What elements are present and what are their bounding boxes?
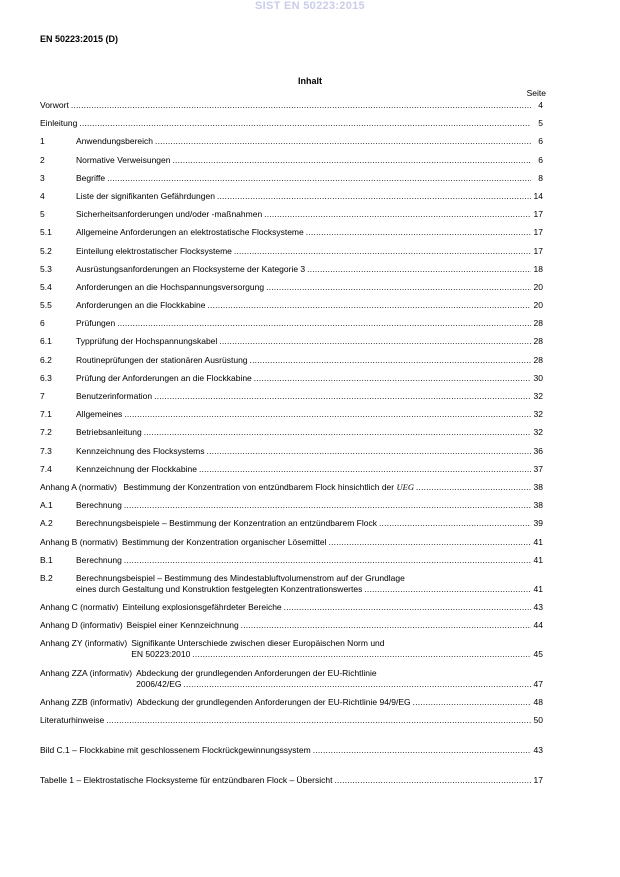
toc-entry-title: Typprüfung der Hochspannungskabel — [76, 336, 218, 347]
toc-entry-page: 17 — [533, 227, 543, 238]
toc-entry-page: 45 — [533, 649, 543, 660]
toc-entry-title: Kennzeichnung des Flocksystems — [76, 445, 205, 456]
toc-entry-title: Abdeckung der grundlegenden Anforderungen der EU-Richtlinie 94/9/EG — [136, 696, 411, 707]
toc-entry[interactable] — [40, 282, 543, 293]
toc-entry-title: Routineprüfungen der stationären Ausrüstung — [76, 354, 248, 365]
toc-entry-title: Bild C.1 – Flockkabine mit geschlossenem Flockrückgewinnungssystem — [40, 745, 311, 756]
toc-entry-page: 17 — [533, 245, 543, 256]
toc-entry-title: Sicherheitsanforderungen und/oder -maßnahmen — [76, 209, 263, 220]
toc-annex-label: Anhang A (normativ) — [40, 481, 118, 492]
toc-entry-page: 20 — [533, 281, 543, 292]
toc-entry-number: 7.2 — [40, 427, 52, 438]
toc-entry-title: Berechnungsbeispiele – Bestimmung der Konzentration an entzündbarem Flock — [76, 518, 377, 529]
toc-entry-title: Ausrüstungsanforderungen an Flocksysteme der Kategorie 3 — [76, 263, 306, 274]
toc-entry-number: B.2 — [40, 572, 53, 583]
toc-annex-c[interactable] — [40, 602, 543, 613]
toc-entry[interactable] — [40, 136, 543, 147]
toc-entry-title: Prüfungen — [76, 318, 116, 329]
toc-entry-page: 47 — [533, 678, 543, 689]
toc-entry-page: 18 — [533, 263, 543, 274]
toc-entry[interactable] — [40, 555, 543, 566]
toc-entry-number: B.1 — [40, 554, 53, 565]
toc-annex-label: Anhang ZZB (informativ) — [40, 696, 133, 707]
toc-entry-title: Einteilung elektrostatischer Flocksysteme — [76, 245, 232, 256]
toc-entry-title-cont: 2006/42/EG — [136, 678, 182, 689]
toc-entry-page: 5 — [538, 118, 543, 129]
toc-entry-title: Anwendungsbereich — [76, 136, 154, 147]
toc-entry-page: 41 — [533, 536, 543, 547]
toc-entry-title: Kennzeichnung der Flockkabine — [76, 463, 197, 474]
toc-entry-number: 7 — [40, 391, 45, 401]
table-of-contents — [40, 100, 543, 794]
toc-entry-page: 14 — [533, 190, 543, 201]
toc-annex-label: Anhang D (informativ) — [40, 620, 123, 631]
toc-entry-title: Betriebsanleitung — [76, 427, 142, 438]
toc-figure-entry[interactable] — [40, 745, 543, 756]
toc-entry[interactable] — [40, 427, 543, 438]
toc-entry-page: 36 — [533, 445, 543, 456]
toc-entry-number: 5 — [40, 209, 45, 220]
toc-entry[interactable] — [40, 209, 543, 220]
toc-entry-number: 6.2 — [40, 354, 52, 365]
toc-entry[interactable] — [40, 173, 543, 184]
toc-entry-title: Abdeckung der grundlegenden Anforderungen der EU-Richtlinie — [136, 667, 377, 678]
toc-entry-title: Vorwort — [40, 100, 69, 110]
toc-entry[interactable] — [40, 155, 543, 166]
toc-annex-label: Anhang B (normativ) — [40, 536, 118, 547]
toc-entry-title: Einteilung explosionsgefährdeter Bereiche — [122, 602, 282, 613]
toc-entry[interactable] — [40, 446, 543, 457]
toc-entry-number: A.1 — [40, 500, 53, 511]
toc-entry[interactable] — [40, 227, 543, 238]
toc-entry-number: 5.3 — [40, 263, 52, 274]
toc-entry-title-cont: eines durch Gestaltung und Konstruktion festgelegten Konzentrationswertes — [76, 583, 363, 594]
toc-entry-number: 3 — [40, 172, 45, 183]
toc-entry[interactable] — [40, 246, 543, 257]
toc-entry[interactable] — [40, 336, 543, 347]
toc-entry-page: 32 — [533, 391, 543, 401]
toc-entry-title: Anforderungen an die Flockkabine — [76, 300, 206, 311]
document-id: EN 50223:2015 (D) — [40, 34, 119, 44]
toc-entry-page: 43 — [533, 745, 543, 756]
toc-annex-label: Anhang ZY (informativ) — [40, 638, 128, 649]
toc-entry-title: Liste der signifikanten Gefährdungen — [76, 190, 215, 201]
toc-entry-page: 43 — [533, 602, 543, 613]
toc-entry-italic: UEG — [396, 481, 414, 492]
toc-entry-title: Literaturhinweise — [40, 715, 105, 725]
toc-entry-number: 7.4 — [40, 463, 52, 474]
toc-annex-zza[interactable] — [40, 668, 543, 690]
toc-annex-zy[interactable] — [40, 638, 543, 660]
toc-entry-number: 6.1 — [40, 336, 52, 347]
toc-entry-page: 32 — [533, 409, 543, 420]
toc-entry[interactable] — [40, 518, 543, 529]
toc-annex-label: Anhang C (normativ) — [40, 602, 119, 613]
toc-entry-number: 7.1 — [40, 409, 52, 420]
toc-entry-number: 7.3 — [40, 445, 52, 456]
toc-entry-page: 44 — [533, 620, 543, 631]
toc-entry-number: 5.4 — [40, 281, 52, 292]
toc-entry-page: 17 — [533, 775, 543, 786]
toc-entry-einleitung[interactable] — [40, 118, 543, 129]
toc-entry-page: 38 — [533, 500, 543, 511]
toc-entry-page: 41 — [533, 554, 543, 565]
toc-entry-title-cont: EN 50223:2010 — [131, 649, 191, 660]
toc-entry[interactable] — [40, 500, 543, 511]
toc-annex-zzb[interactable] — [40, 697, 543, 708]
toc-entry[interactable] — [40, 264, 543, 275]
toc-entry-number: 6.3 — [40, 372, 52, 383]
toc-entry-page: 39 — [533, 518, 543, 529]
toc-entry-title: Signifikante Unterschiede zwischen dieser Europäischen Norm und — [131, 638, 385, 649]
toc-entry-title: Tabelle 1 – Elektrostatische Flocksysteme für entzündbaren Flock – Übersicht — [40, 775, 333, 786]
toc-entry[interactable] — [40, 464, 543, 475]
toc-entry[interactable] — [40, 355, 543, 366]
toc-entry-page: 30 — [533, 372, 543, 383]
toc-entry-page: 20 — [533, 300, 543, 311]
toc-entry-title: Allgemeines — [76, 409, 123, 420]
toc-entry-title: Beispiel einer Kennzeichnung — [126, 620, 239, 631]
toc-entry-title: Berechnung — [76, 554, 122, 565]
toc-entry-page: 50 — [533, 715, 543, 725]
toc-entry-title: Einleitung — [40, 118, 78, 129]
toc-entry-page: 6 — [538, 136, 543, 147]
toc-entry-page: 32 — [533, 427, 543, 438]
toc-entry-title: Bestimmung der Konzentration organischer Lösemittel — [121, 536, 327, 547]
toc-entry-number: 5.5 — [40, 300, 52, 311]
toc-entry[interactable] — [40, 391, 543, 402]
toc-entry-title: Prüfung der Anforderungen an die Flockkabine — [76, 372, 252, 383]
toc-entry-number: 4 — [40, 190, 45, 201]
toc-entry-number: 1 — [40, 136, 45, 147]
toc-entry-page: 28 — [533, 318, 543, 329]
page-title: Inhalt — [298, 76, 322, 86]
toc-entry-title: Berechnungsbeispiel – Bestimmung des Mindestabluftvolumenstrom auf der Grundlage — [76, 572, 405, 583]
toc-entry-page: 28 — [533, 354, 543, 365]
toc-entry-title: Bestimmung der Konzentration von entzündbarem Flock hinsichtlich der UEG — [123, 481, 414, 492]
watermark: SIST EN 50223:2015 — [255, 0, 365, 12]
toc-entry-page: 17 — [533, 209, 543, 220]
toc-entry-number: 2 — [40, 154, 45, 165]
toc-entry-literatur[interactable] — [40, 715, 543, 726]
page-column-label: Seite — [526, 88, 546, 98]
toc-entry[interactable] — [40, 191, 543, 202]
toc-entry[interactable] — [40, 409, 543, 420]
toc-entry-page: 38 — [533, 481, 543, 492]
toc-entry-title: Berechnung — [76, 500, 122, 511]
toc-annex-a[interactable] — [40, 482, 543, 493]
toc-entry-page: 41 — [533, 583, 543, 594]
toc-entry-title: Anforderungen an die Hochspannungsversorgung — [76, 281, 265, 292]
toc-entry-title: Normative Verweisungen — [76, 154, 171, 165]
toc-entry-page: 6 — [538, 154, 543, 165]
toc-entry-title: Allgemeine Anforderungen an elektrostatische Flocksysteme — [76, 227, 304, 238]
toc-entry-page: 8 — [538, 172, 543, 183]
toc-annex-b[interactable] — [40, 537, 543, 548]
toc-entry[interactable] — [40, 300, 543, 311]
toc-entry-vorwort[interactable] — [40, 100, 543, 111]
toc-entry[interactable] — [40, 573, 543, 595]
toc-table-entry[interactable] — [40, 775, 543, 786]
toc-entry-number: 5.1 — [40, 227, 52, 238]
toc-entry[interactable] — [40, 318, 543, 329]
toc-entry-page: 4 — [538, 100, 543, 110]
toc-entry-page: 37 — [533, 463, 543, 474]
toc-entry-page: 28 — [533, 336, 543, 347]
toc-entry[interactable] — [40, 373, 543, 384]
toc-entry-number: 5.2 — [40, 245, 52, 256]
toc-entry-title: Benutzerinformation — [76, 391, 153, 401]
toc-entry-page: 48 — [533, 696, 543, 707]
toc-entry-number: 6 — [40, 318, 45, 329]
toc-annex-label: Anhang ZZA (informativ) — [40, 667, 133, 678]
toc-entry-number: A.2 — [40, 518, 53, 529]
toc-annex-d[interactable] — [40, 620, 543, 631]
toc-entry-title: Begriffe — [76, 172, 106, 183]
